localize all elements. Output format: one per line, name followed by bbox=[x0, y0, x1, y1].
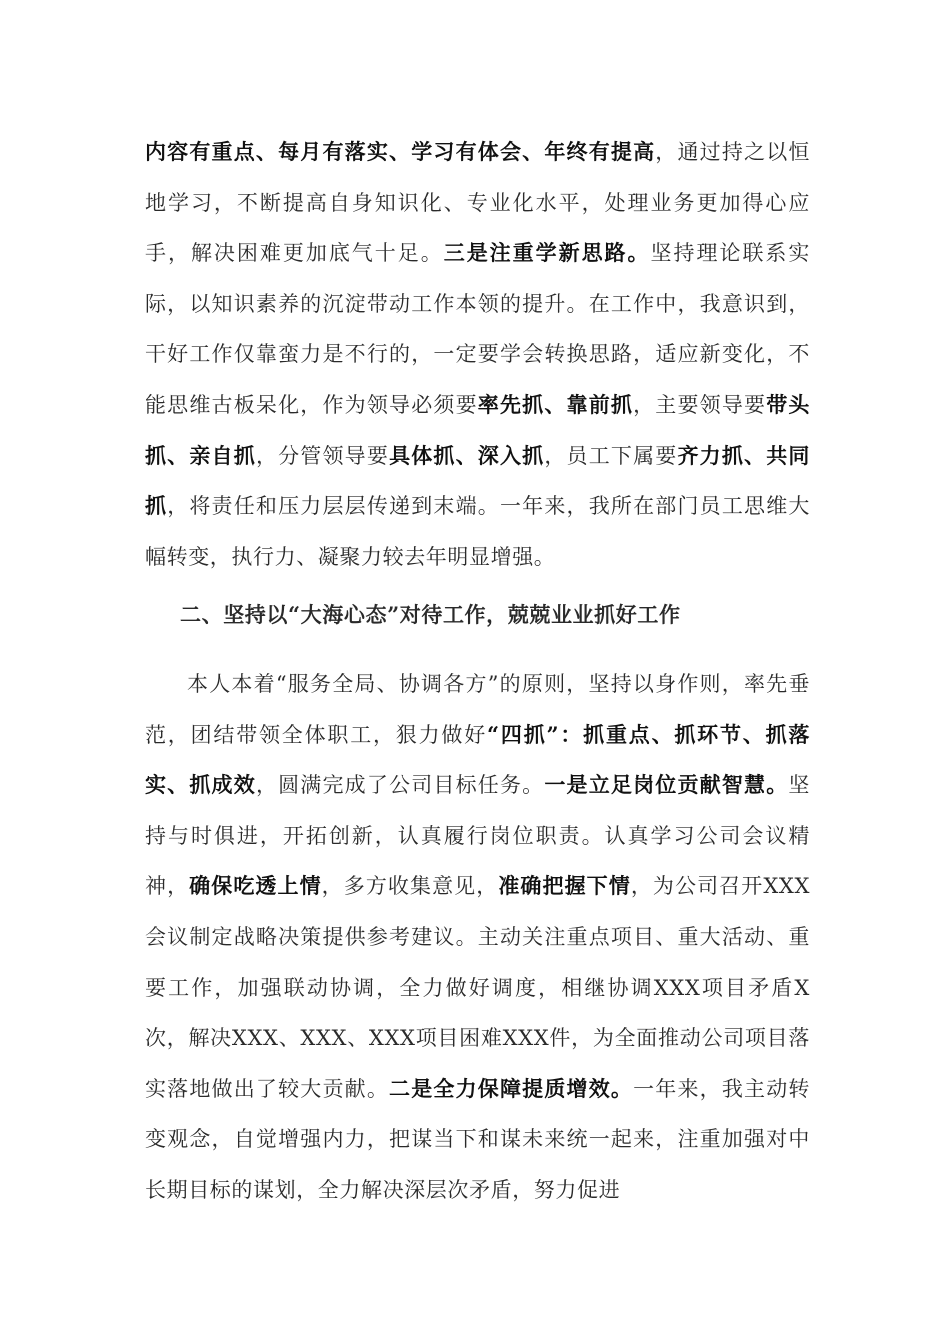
emphasis-text: “四抓”：抓重点、抓环节、抓落实、抓成效 bbox=[145, 721, 810, 798]
body-text: ，圆满完成了公司目标任务。 bbox=[255, 773, 545, 798]
body-text: ，为公司召开XXX会议制定战略决策提供参考建议。主动关注重点项目、重大活动、重要工作，加强联动协调，全力做好调度，相继协调XXX项目矛盾X次，解决XXX、XXX、XXX项目困难XXX件，为全面推动公司项目落实落地做出了较大贡献。 bbox=[145, 874, 810, 1101]
body-text: ，将责任和压力层层传递到末端。一年来，我所在部门员工思维大幅转变，执行力、凝聚力较去年明显增强。 bbox=[145, 494, 810, 569]
point-heading: 三是注重学新思路。 bbox=[443, 240, 651, 266]
body-text: 一年来，我主动转变观念，自觉增强内力，把谋当下和谋未来统一起来，注重加强对中长期目标的谋划，全力解决深层次矛盾，努力促进 bbox=[145, 1076, 810, 1202]
point-heading: 二是全力保障提质增效。 bbox=[389, 1075, 634, 1101]
emphasis-text: 具体抓、深入抓 bbox=[389, 442, 545, 468]
body-text: ，分管领导要 bbox=[255, 443, 390, 468]
paragraph-work bbox=[145, 659, 810, 1216]
body-text: 坚持理论联系实际，以知识素养的沉淀带动工作本领的提升。在工作中，我意识到，干好工作仅靠蛮力是不行的，一定要学会转换思路，适应新变化，不能思维古板呆化，作为领导必须要 bbox=[145, 241, 810, 417]
body-text: 本人本着“服务全局、协调各方”的原则，坚持以身作则，率先垂范，团结带领全体职工，狠力做好 bbox=[145, 672, 810, 747]
body-text: ，员工下属要 bbox=[544, 443, 678, 468]
emphasis-text: 确保吃透上情 bbox=[189, 873, 322, 899]
body-text: 坚持与时俱进，开拓创新，认真履行岗位职责。认真学习公司会议精神， bbox=[145, 773, 810, 899]
emphasis-text: 准确把握下情 bbox=[498, 873, 631, 899]
point-heading: 一是立足岗位贡献智慧。 bbox=[544, 772, 789, 798]
body-text: ，通过持之以恒地学习，不断提高自身知识化、专业化水平，处理业务更加得心应手，解决困难更加底气十足。 bbox=[145, 140, 810, 266]
emphasis-text: 率先抓、靠前抓 bbox=[477, 391, 634, 417]
section-heading: 二、坚持以“大海心态”对待工作，兢兢业业抓好工作 bbox=[180, 602, 681, 627]
body-text: ，多方收集意见， bbox=[321, 874, 499, 899]
emphasis-text: 内容有重点、每月有落实、学习有体会、年终有提高 bbox=[145, 139, 656, 164]
emphasis-text: 带头抓、亲自抓 bbox=[145, 391, 811, 468]
body-text: ，主要领导要 bbox=[633, 392, 767, 417]
emphasis-text: 齐力抓、共同抓 bbox=[145, 442, 811, 519]
paragraph-study bbox=[145, 127, 810, 582]
